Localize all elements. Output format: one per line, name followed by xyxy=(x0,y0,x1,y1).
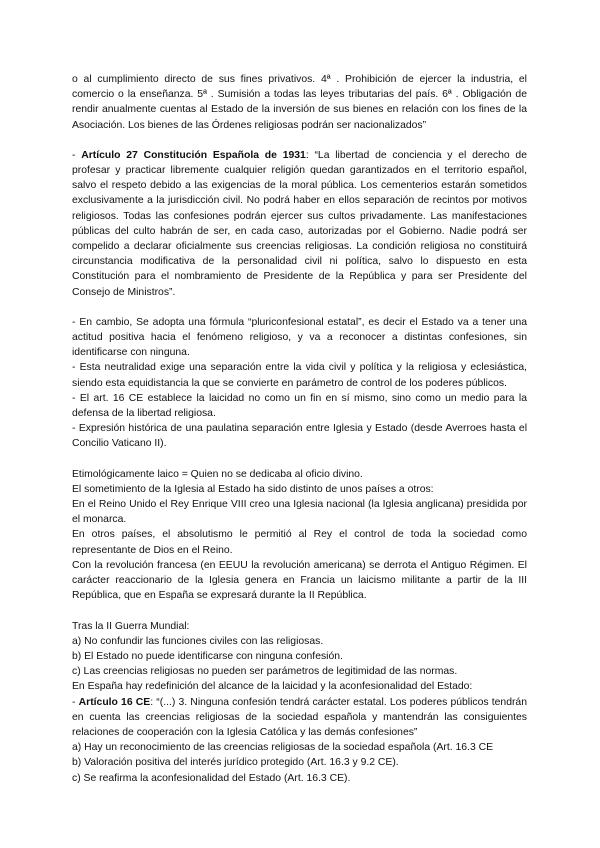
article-16-prefix: - xyxy=(72,696,79,708)
history-paragraph: En el Reino Unido el Rey Enrique VIII creo una Iglesia nacional (la Iglesia anglicana) presidida por el monarca. xyxy=(72,499,527,526)
postwar-line: c) Las creencias religiosas no pueden ser parámetros de legitimidad de las normas. xyxy=(72,666,458,678)
spacer xyxy=(72,133,527,148)
history-paragraph: El sometimiento de la Iglesia al Estado ha sido distinto de unos países a otros: xyxy=(72,483,434,495)
final-line: b) Valoración positiva del interés jurídico protegido (Art. 16.3 y 9.2 CE). xyxy=(72,757,399,769)
spacer xyxy=(72,300,527,315)
postwar-line: Tras la II Guerra Mundial: xyxy=(72,620,190,632)
article-16-title: Artículo 16 CE xyxy=(78,696,151,708)
bullet-paragraph: - El art. 16 CE establece la laicidad no como un fin en sí mismo, sino como un medio para la defensa de la libertad religiosa. xyxy=(72,392,527,420)
spacer xyxy=(72,604,527,619)
history-paragraph: En otros países, el absolutismo le permitió al Rey el control de toda la sociedad como representante de Dios en el Reino. xyxy=(72,529,527,556)
article-16-paragraph xyxy=(72,695,527,741)
final-line: a) Hay un reconocimiento de las creencias religiosas de la sociedad española (Art. 16.3 CE xyxy=(72,742,494,754)
postwar-line: b) El Estado no puede identificarse con ninguna confesión. xyxy=(72,650,343,662)
article-27-prefix: - xyxy=(72,149,82,161)
bullet-paragraph: - Esta neutralidad exige una separación entre la vida civil y política y la religiosa y eclesiástica, siendo esta equidistancia la que se convierte en parámetro de control de los poderes públicos. xyxy=(72,362,527,389)
postwar-line: a) No confundir las funciones civiles con las religiosas. xyxy=(72,635,324,647)
history-paragraph: Con la revolución francesa (en EEUU la revolución americana) se derrota el Antiguo Régimen. El carácter reaccionario de la Iglesia genera en Francia un laicismo militante a partir de la III República, que en España se expresará durante la II República. xyxy=(72,559,527,602)
bullet-paragraph: - En cambio, Se adopta una fórmula “pluriconfesional estatal”, es decir el Estado va a tener una actitud positiva hacia el fenómeno religioso, y va a reconocer a distintas confesiones, sin identificarse con ninguna. xyxy=(72,316,527,359)
final-line: c) Se reafirma la aconfesionalidad del Estado (Art. 16.3 CE). xyxy=(72,772,351,784)
spacer xyxy=(72,452,527,467)
article-27-paragraph xyxy=(72,148,527,300)
article-27-title: Artículo 27 Constitución Española de 1931 xyxy=(81,149,306,161)
document-page xyxy=(72,72,527,786)
article-27-text: : “La libertad de conciencia y el derecho de profesar y practicar libremente cualquier religión quedan garantizados en el territorio español, salvo el respeto debido a las exigencias de la moral pública. Los cementerios estarán sometidos exclusivamente a la jurisdicción civil. No podrá haber en ellos separación de recintos por motivos religiosos. Todas las confesiones podrán ejercer sus cultos privadamente. Las manifestaciones públicas del culto habrán de ser, en cada caso, autorizadas por el Gobierno. Nadie podrá ser compelido a declarar oficialmente sus creencias religiosas. La condición religiosa no constituirá circunstancia modificativa de la personalidad civil ni política, salvo lo dispuesto en esta Constitución para el nombramiento de Presidente de la República y para ser Presidente del Consejo de Ministros”. xyxy=(72,149,527,298)
bullet-paragraph: - Expresión histórica de una paulatina separación entre Iglesia y Estado (desde Averroes hasta el Concilio Vaticano II). xyxy=(72,423,527,450)
postwar-line: En España hay redefinición del alcance de la laicidad y la aconfesionalidad del Estado: xyxy=(72,681,473,693)
article-16-text: : “(...) 3. Ninguna confesión tendrá carácter estatal. Los poderes públicos tendrán en cuenta las creencias religiosas de la sociedad española y mantendrán las consiguientes relaciones de cooperación con la Iglesia Católica y las demás confesiones” xyxy=(72,696,527,738)
history-paragraph: Etimológicamente laico = Quien no se dedicaba al oficio divino. xyxy=(72,468,363,480)
intro-paragraph: o al cumplimiento directo de sus fines privativos. 4ª . Prohibición de ejercer la industria, el comercio o la enseñanza. 5ª . Sumisión a todas las leyes tributarias del país. 6ª . Obligación de rendir anualmente cuentas al Estado de la inversión de sus bienes en relación con los fines de la Asociación. Los bienes de las Órdenes religiosas podrán ser nacionalizados” xyxy=(72,74,527,131)
